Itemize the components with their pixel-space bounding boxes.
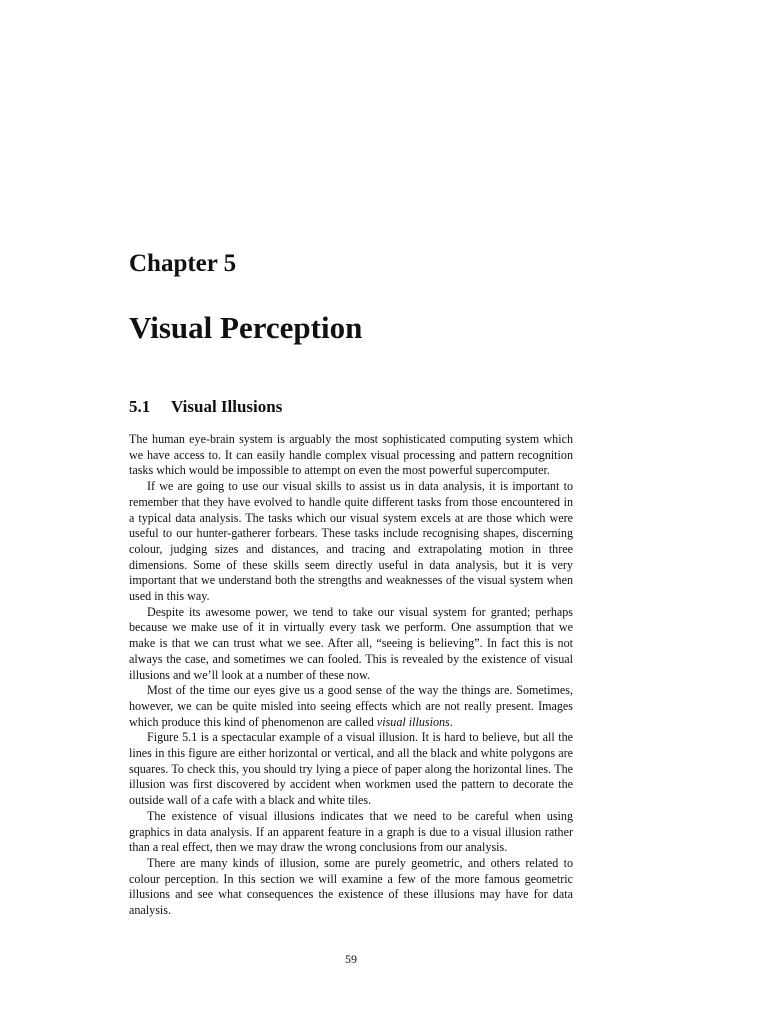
paragraph: If we are going to use our visual skills to assist us in data analysis, it is important to remember that they have evolved to handle quite different tasks from those encountered in a typical data analysis. The tasks which our visual system excels at are those which were useful to our hunter-gatherer forbears. These tasks include recognising shapes, discerning colour, judging sizes and distances, and tracing and extrapolating motion in three dimensions. Some of these skills seem directly useful in data analysis, but it is very important that we understand both the strengths and weaknesses of the visual system when used in this way. <box>129 479 573 604</box>
section-title: Visual Illusions <box>171 397 283 416</box>
paragraph: There are many kinds of illusion, some are purely geometric, and others related to colour perception. In this section we will examine a few of the more famous geometric illusions and see what consequences the existence of these illusions may have for data analysis. <box>129 855 573 918</box>
paragraph: The human eye-brain system is arguably the most sophisticated computing system which we have access to. It can easily handle complex visual processing and pattern recognition tasks which would be impossible to attempt on even the most powerful supercomputer. <box>129 432 573 478</box>
chapter-label: Chapter 5 <box>129 250 237 277</box>
body-text <box>129 432 573 919</box>
paragraph-text: Most of the time our eyes give us a good sense of the way the things are. Sometimes, however, we can be quite misled into seeing effects which are not really present. Images which produce this kind of phenomenon are called <box>129 683 573 729</box>
section-number: 5.1 <box>129 397 151 416</box>
page-number-row <box>0 951 702 967</box>
emphasis-term: visual illusions <box>376 714 450 729</box>
chapter-title: Visual Perception <box>129 310 363 345</box>
paragraph: The existence of visual illusions indicates that we need to be careful when using graphics in data analysis. If an apparent feature in a graph is due to a visual illusion rather than a real effect, then we may draw the wrong conclusions from our analysis. <box>129 808 573 855</box>
section-heading <box>129 396 282 418</box>
page-number: 59 <box>345 952 357 966</box>
paragraph <box>129 683 573 730</box>
paragraph-text: . <box>449 714 453 729</box>
paragraph: Despite its awesome power, we tend to take our visual system for granted; perhaps because we make use of it in virtually every task we perform. One assumption that we make is that we can trust what we see. After all, “seeing is believing”. In fact this is not always the case, and sometimes we can fooled. This is revealed by the existence of visual illusions and we’ll look at a number of these now. <box>129 604 573 682</box>
paragraph: Figure 5.1 is a spectacular example of a visual illusion. It is hard to believe, but all the lines in this figure are either horizontal or vertical, and all the black and white polygons are squares. To check this, you should try lying a piece of paper along the horizontal lines. The illusion was first discovered by accident when workmen used the pattern to decorate the outside wall of a cafe with a black and white tiles. <box>129 730 573 808</box>
